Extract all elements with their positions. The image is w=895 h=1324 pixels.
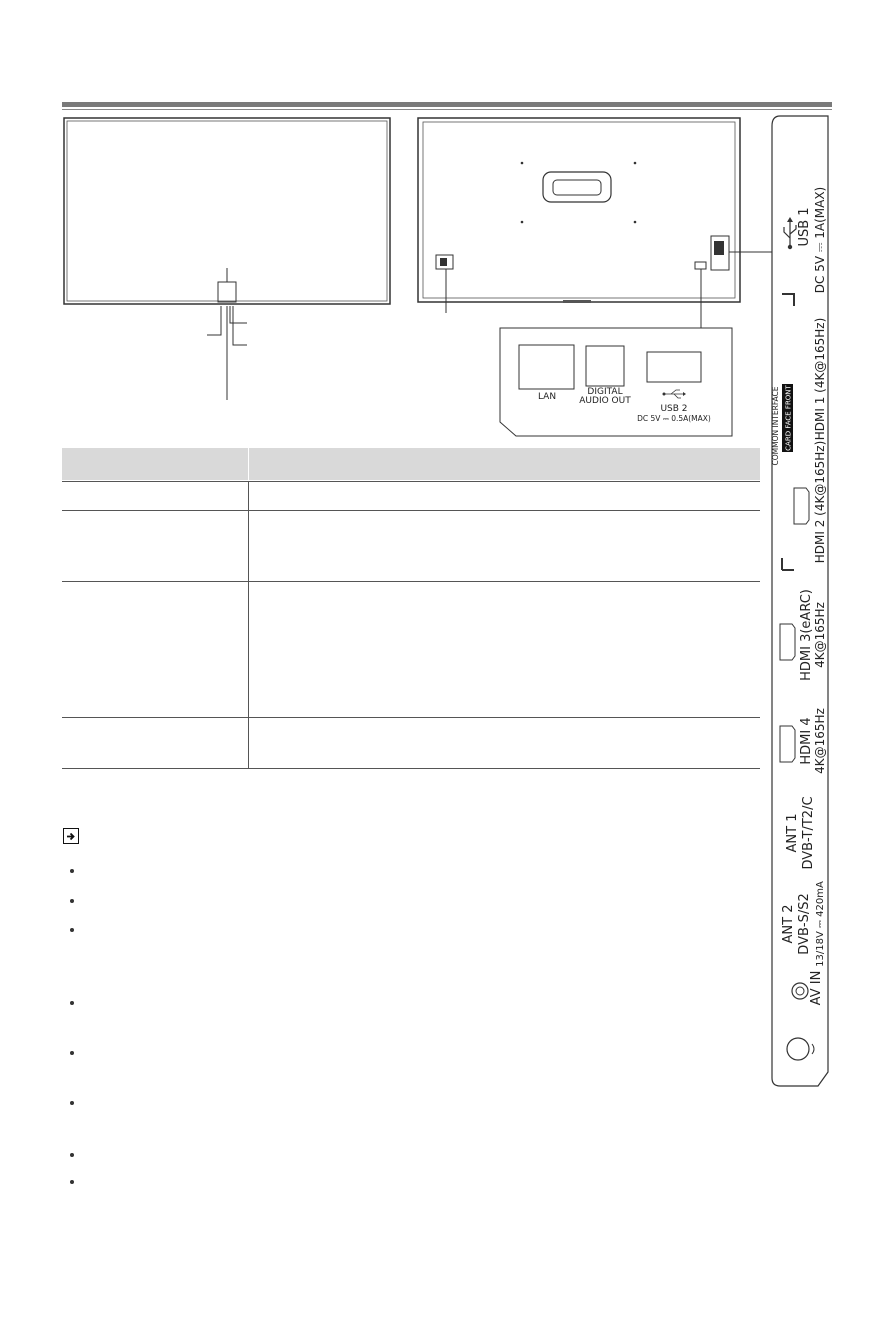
tv-back-frame: [418, 118, 740, 302]
arrow-right-box-icon: [63, 828, 79, 844]
table-column-divider: [248, 481, 249, 769]
usb2-rating-label: DC 5V ⎓ 0.5A(MAX): [637, 414, 711, 423]
list-item: [70, 1001, 74, 1005]
list-item: [70, 1153, 74, 1157]
lan-label: LAN: [537, 392, 557, 402]
usb2-port: [647, 352, 701, 382]
list-item: [70, 1101, 74, 1105]
table-row-divider: [62, 768, 760, 769]
rear-port-small: [695, 262, 706, 269]
list-item: [70, 869, 74, 873]
table-row-divider: [62, 481, 760, 482]
table-header: [62, 448, 760, 480]
side-connector-panel: [760, 112, 895, 1094]
ant2-type-label: DVB-S/S2: [797, 893, 812, 955]
ant2-rating-label: 13/18V ⎓ 420mA: [815, 881, 826, 967]
hdmi2-label: HDMI 2 (4K@165Hz): [813, 440, 827, 564]
hdmi-port-icon: [780, 624, 795, 660]
usb-trident-icon: [663, 390, 687, 398]
usb-trident-icon: [784, 217, 796, 249]
card-face-front-label: CARD FACE FRONT: [784, 385, 793, 451]
list-item: [70, 1051, 74, 1055]
audio-out-label: AUDIO OUT: [579, 396, 631, 406]
hdmi3-rate-label: 4K@165Hz: [813, 602, 827, 668]
hdmi-port-icon: [794, 488, 809, 524]
ci-slot-bracket-bottom: [782, 558, 794, 570]
hdmi4-rate-label: 4K@165Hz: [813, 708, 827, 774]
optical-port: [586, 346, 624, 386]
hdmi-port-icon: [780, 726, 795, 762]
table-row-divider: [62, 581, 760, 582]
hdmi3-label: HDMI 3(eARC): [799, 589, 814, 681]
coax-jack-icon: [792, 983, 808, 999]
table-row-divider: [62, 717, 760, 718]
ant1-label: ANT 1: [785, 813, 800, 853]
hdmi4-label: HDMI 4: [799, 717, 814, 765]
usb2-label: USB 2: [660, 404, 688, 414]
hdmi1-label: HDMI 1 (4K@165Hz): [813, 317, 827, 441]
table-row-divider: [62, 510, 760, 511]
usb1-rating-label: DC 5V ⎓ 1A(MAX): [813, 186, 827, 294]
av-in-label: AV IN: [809, 970, 824, 1006]
usb1-label: USB 1: [797, 207, 812, 247]
list-item: [70, 1180, 74, 1184]
ant2-label: ANT 2: [781, 904, 796, 944]
digital-label: DIGITAL: [587, 387, 623, 397]
common-interface-label: COMMON INTERFACE: [771, 386, 780, 466]
list-item: [70, 899, 74, 903]
lan-port: [519, 345, 574, 389]
headphone-jack-icon: [787, 1038, 814, 1060]
ant1-type-label: DVB-T/T2/C: [801, 796, 816, 870]
list-item: [70, 928, 74, 932]
ci-slot-bracket-top: [782, 294, 794, 306]
